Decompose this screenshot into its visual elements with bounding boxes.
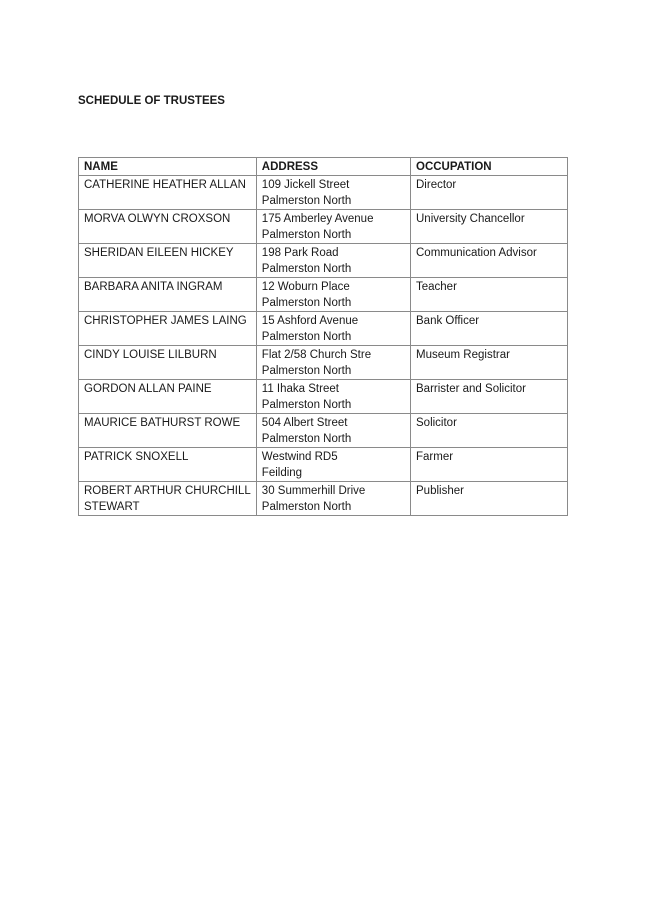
occupation-text: Museum Registrar: [416, 349, 510, 361]
name-line: CATHERINE HEATHER ALLAN: [84, 179, 246, 191]
occupation-text: Teacher: [416, 281, 457, 293]
cell-name: [79, 482, 257, 516]
name-line: CINDY LOUISE LILBURN: [84, 349, 217, 361]
page-title: SCHEDULE OF TRUSTEES: [78, 95, 225, 107]
cell-occupation: [411, 244, 568, 278]
table-row: [79, 448, 568, 482]
table-row: [79, 380, 568, 414]
cell-address: [256, 278, 410, 312]
address-line: Palmerston North: [261, 229, 352, 241]
name-line: STEWART: [84, 501, 140, 513]
name-line: MAURICE BATHURST ROWE: [84, 417, 241, 429]
address-line: Westwind RD5: [261, 451, 338, 463]
cell-address: [256, 176, 410, 210]
cell-name: [79, 312, 257, 346]
cell-occupation: [411, 482, 568, 516]
cell-name: [79, 278, 257, 312]
occupation-text: Barrister and Solicitor: [416, 383, 526, 395]
table-header-row: [79, 158, 568, 176]
occupation-text: University Chancellor: [416, 213, 525, 225]
occupation-text: Farmer: [416, 451, 454, 463]
occupation-text: Communication Advisor: [416, 247, 537, 259]
cell-name: [79, 380, 257, 414]
address-line: 109 Jickell Street: [261, 179, 350, 191]
cell-address: [256, 244, 410, 278]
cell-name: [79, 448, 257, 482]
address-line: 30 Summerhill Drive: [261, 485, 366, 497]
occupation-text: Bank Officer: [416, 315, 480, 327]
occupation-text: Publisher: [416, 485, 464, 497]
table-row: [79, 312, 568, 346]
address-line: 11 Ihaka Street: [261, 383, 339, 395]
cell-address: [256, 380, 410, 414]
address-line: Palmerston North: [261, 433, 352, 445]
address-line: 175 Amberley Avenue: [261, 213, 374, 225]
cell-occupation: [411, 312, 568, 346]
address-line: Palmerston North: [261, 297, 352, 309]
cell-address: [256, 312, 410, 346]
cell-name: [79, 210, 257, 244]
address-line: Palmerston North: [261, 331, 352, 343]
table-row: [79, 244, 568, 278]
address-line: Palmerston North: [261, 195, 352, 207]
column-header-occupation: OCCUPATION: [411, 158, 568, 176]
address-line: Palmerston North: [261, 365, 352, 377]
address-line: Palmerston North: [261, 399, 352, 411]
table-row: [79, 278, 568, 312]
cell-name: [79, 244, 257, 278]
address-line: 504 Albert Street: [261, 417, 348, 429]
cell-occupation: [411, 210, 568, 244]
address-line: 12 Woburn Place: [261, 281, 350, 293]
address-line: Feilding: [261, 467, 303, 479]
table-row: [79, 176, 568, 210]
occupation-text: Solicitor: [416, 417, 457, 429]
address-line: Flat 2/58 Church Stre: [261, 349, 372, 361]
trustees-table: [78, 157, 568, 516]
cell-occupation: [411, 176, 568, 210]
cell-name: [79, 414, 257, 448]
table-row: [79, 210, 568, 244]
cell-address: [256, 414, 410, 448]
cell-address: [256, 346, 410, 380]
column-header-address: ADDRESS: [256, 158, 410, 176]
address-line: 198 Park Road: [261, 247, 339, 259]
cell-name: [79, 176, 257, 210]
address-line: 15 Ashford Avenue: [261, 315, 359, 327]
table-row: [79, 414, 568, 448]
name-line: BARBARA ANITA INGRAM: [84, 281, 223, 293]
name-line: SHERIDAN EILEEN HICKEY: [84, 247, 234, 259]
column-header-name: NAME: [79, 158, 257, 176]
name-line: CHRISTOPHER JAMES LAING: [84, 315, 247, 327]
cell-occupation: [411, 346, 568, 380]
address-line: Palmerston North: [261, 263, 352, 275]
cell-occupation: [411, 448, 568, 482]
cell-address: [256, 448, 410, 482]
name-line: ROBERT ARTHUR CHURCHILL: [84, 485, 251, 497]
cell-occupation: [411, 414, 568, 448]
table-row: [79, 346, 568, 380]
cell-address: [256, 482, 410, 516]
table-row: [79, 482, 568, 516]
cell-occupation: [411, 380, 568, 414]
name-line: PATRICK SNOXELL: [84, 451, 189, 463]
cell-address: [256, 210, 410, 244]
cell-occupation: [411, 278, 568, 312]
address-line: Palmerston North: [261, 501, 352, 513]
cell-name: [79, 346, 257, 380]
table-body: [79, 176, 568, 516]
name-line: GORDON ALLAN PAINE: [84, 383, 212, 395]
occupation-text: Director: [416, 179, 457, 191]
name-line: MORVA OLWYN CROXSON: [84, 213, 231, 225]
